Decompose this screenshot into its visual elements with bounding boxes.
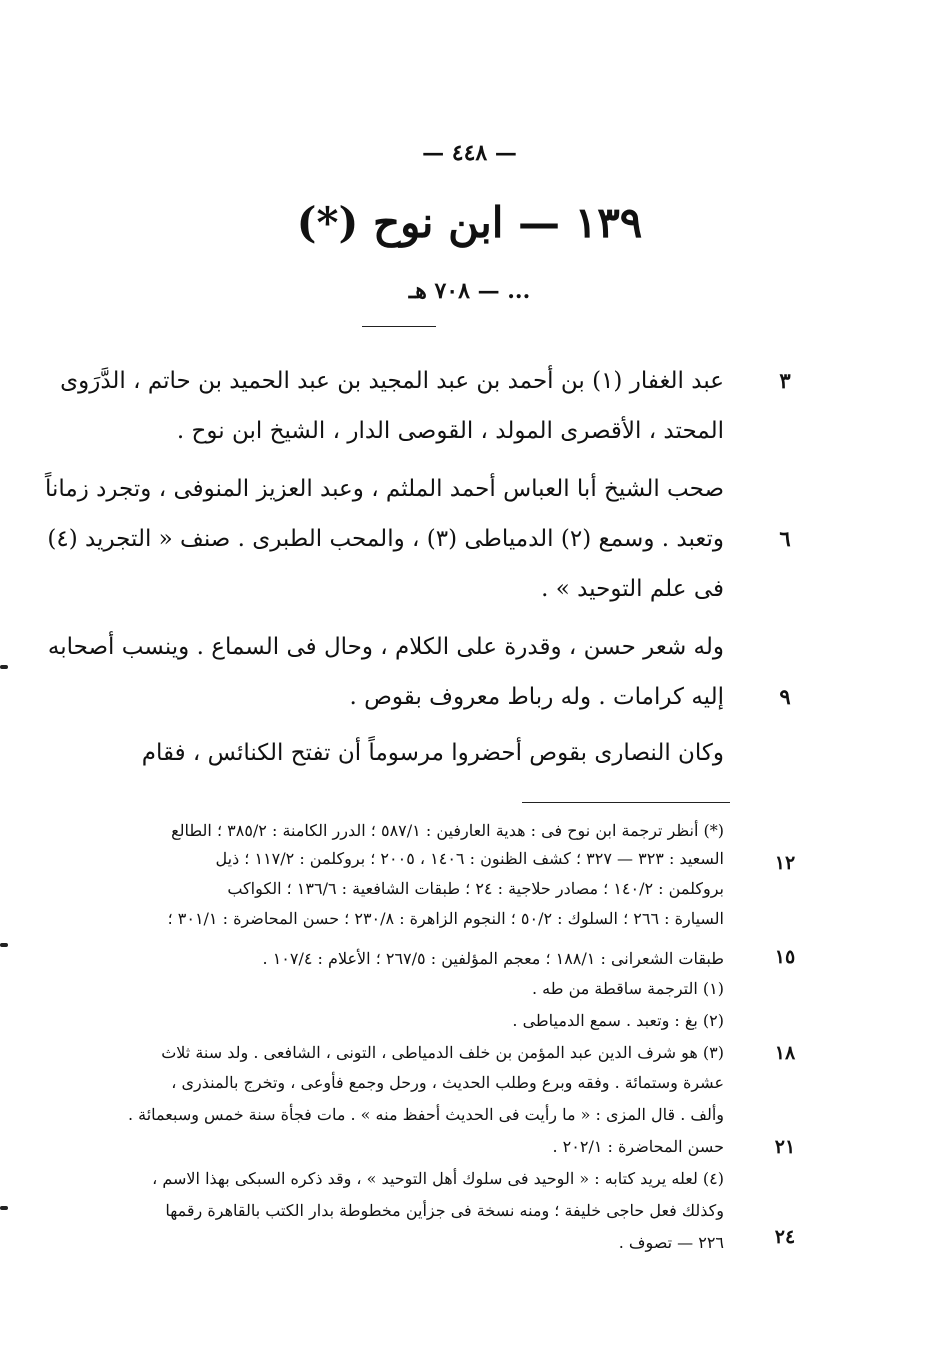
entry-dates: ... — ٧٠٨ هـ (408, 278, 531, 304)
body-line: المحتد ، الأقصرى المولد ، القوصى الدار ، الشيخ ابن نوح . (176, 418, 724, 444)
footnote-line: طبقات الشعرانى : ١٨٨/١ ؛ معجم المؤلفين : ٢٦٧/٥ ؛ الأعلام : ١٠٧/٤ . (262, 949, 724, 968)
line-number: ١٨ (774, 1042, 796, 1064)
body-line: صحب الشيخ أبا العباس أحمد الملثم ، وعبد العزيز المنوفى ، وتجرد زماناً (44, 476, 724, 502)
footnote-line: عشرة وستمائة . وفقه وبرع وطلب الحديث ، ورحل وجمع فأوعى ، وتخرج بالمنذرى ، (171, 1073, 724, 1092)
body-line: وتعبد . وسمع (٢) الدمياطى (٣) ، والمحب الطبرى . صنف « التجريد (٤) (47, 526, 724, 552)
footnote-line: (*) أنظر ترجمة ابن نوح فى : هدية العارفين : ٥٨٧/١ ؛ الدرر الكامنة : ٣٨٥/٢ ؛ الطالع (171, 821, 724, 840)
line-number: ٦ (779, 526, 791, 551)
line-number: ٩ (779, 684, 791, 709)
footnote-line: (٢) بغ : وتعبد . سمع الدمياطى . (512, 1011, 724, 1030)
footnote-line: وكذلك فعل حاجى خليفة ؛ ومنه نسخة فى جزأين مخطوطة بدار الكتب بالقاهرة رقمها (165, 1201, 724, 1220)
line-number: ٢٤ (774, 1226, 796, 1248)
footnote-line: (٤) لعله يريد كتابه : « الوحيد فى سلوك أهل التوحيد » ، وقد ذكره السبكى بهذا الاسم ، (152, 1169, 724, 1188)
footnote-line: حسن المحاضرة : ٢٠٢/١ . (552, 1137, 724, 1156)
body-line: إليه كرامات . وله رباط معروف بقوص . (349, 684, 724, 710)
footnote-line: السيارة : ٢٦٦ ؛ السلوك : ٥٠/٢ ؛ النجوم الزاهرة : ٢٣٠/٨ ؛ حسن المحاضرة : ٣٠١/١ ؛ (167, 909, 724, 928)
scan-mark (0, 943, 8, 947)
page-number: — ٤٤٨ — (422, 140, 517, 166)
body-line: وكان النصارى بقوص أحضروا مرسوماً أن تفتح الكنائس ، فقام (141, 740, 724, 766)
line-number: ١٥ (774, 946, 796, 968)
line-number: ٢١ (774, 1136, 796, 1158)
scan-mark (0, 1206, 8, 1210)
footnote-line: وألف . قال المزى : « ما رأيت فى الحديث أحفظ منه » . مات فجأة سنة خمس وسبعمائة . (127, 1105, 724, 1124)
footnote-divider (522, 802, 730, 803)
footnote-line: بروكلمن : ١٤٠/٢ ؛ مصادر حلاجية : ٢٤ ؛ طبقات الشافعية : ١٣٦/٦ ؛ الكواكب (227, 879, 724, 898)
body-line: وله شعر حسن ، وقدرة على الكلام ، وحال فى السماع . وينسب أصحابه (47, 634, 724, 660)
line-number: ١٢ (774, 852, 796, 874)
entry-title: ١٣٩ — ابن نوح (*) (296, 198, 643, 247)
body-line: فى علم التوحيد » . (541, 576, 724, 602)
scan-mark (0, 665, 8, 669)
title-divider (362, 326, 436, 327)
line-number: ٣ (779, 368, 791, 393)
footnote-line: ٢٢٦ — تصوف . (618, 1233, 724, 1252)
footnote-line: (١) الترجمة ساقطة من طه . (532, 979, 724, 998)
footnote-line: (٣) هو شرف الدين عبد المؤمن بن خلف الدمياطى ، التونى ، الشافعى . ولد سنة ثلاث (161, 1043, 724, 1062)
footnote-line: السعيد : ٣٢٣ — ٣٢٧ ؛ كشف الظنون : ١٤٠٦ ، ٢٠٠٥ ؛ بروكلمن : ١١٧/٢ ؛ ذيل (215, 849, 724, 868)
body-line: عبد الغفار (١) بن أحمد بن عبد المجيد بن عبد الحميد بن حاتم ، الدَّرَوى (60, 368, 724, 394)
